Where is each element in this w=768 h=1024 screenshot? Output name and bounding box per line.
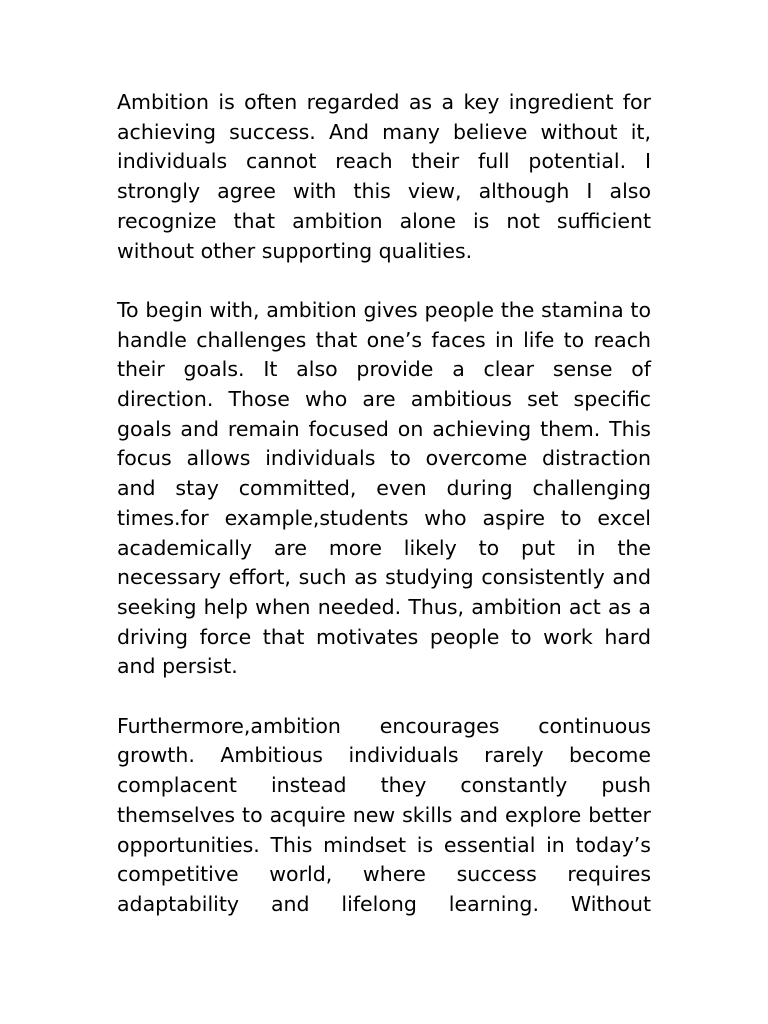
document-page <box>117 88 651 920</box>
paragraph-direction: To begin with, ambition gives people the stamina to handle challenges that one’s faces in life to reach their goals. It also provide a clear sense of direction. Those who are ambitious set specific goals and remain focused on achieving them. This focus allows individuals to overcome distraction and stay committed, even during challenging times.for example,students who aspire to excel academically are more likely to put in the necessary effort, such as studying consistently and seeking help when needed. Thus, ambition act as a driving force that motivates people to work hard and persist. <box>117 297 651 679</box>
paragraph-intro: Ambition is often regarded as a key ingredient for achieving success. And many believe without it, individuals cannot reach their full potential. I strongly agree with this view, although I also recognize that ambition alone is not sufficient without other supporting qualities. <box>117 90 651 263</box>
paragraph-growth: Furthermore,ambition encourages continuous growth. Ambitious individuals rarely become complacent instead they constantly push themselves to acquire new skills and explore better opportunities. This mindset is essential in today’s competitive world, where success requires adaptability and lifelong learning. Without <box>117 713 651 916</box>
